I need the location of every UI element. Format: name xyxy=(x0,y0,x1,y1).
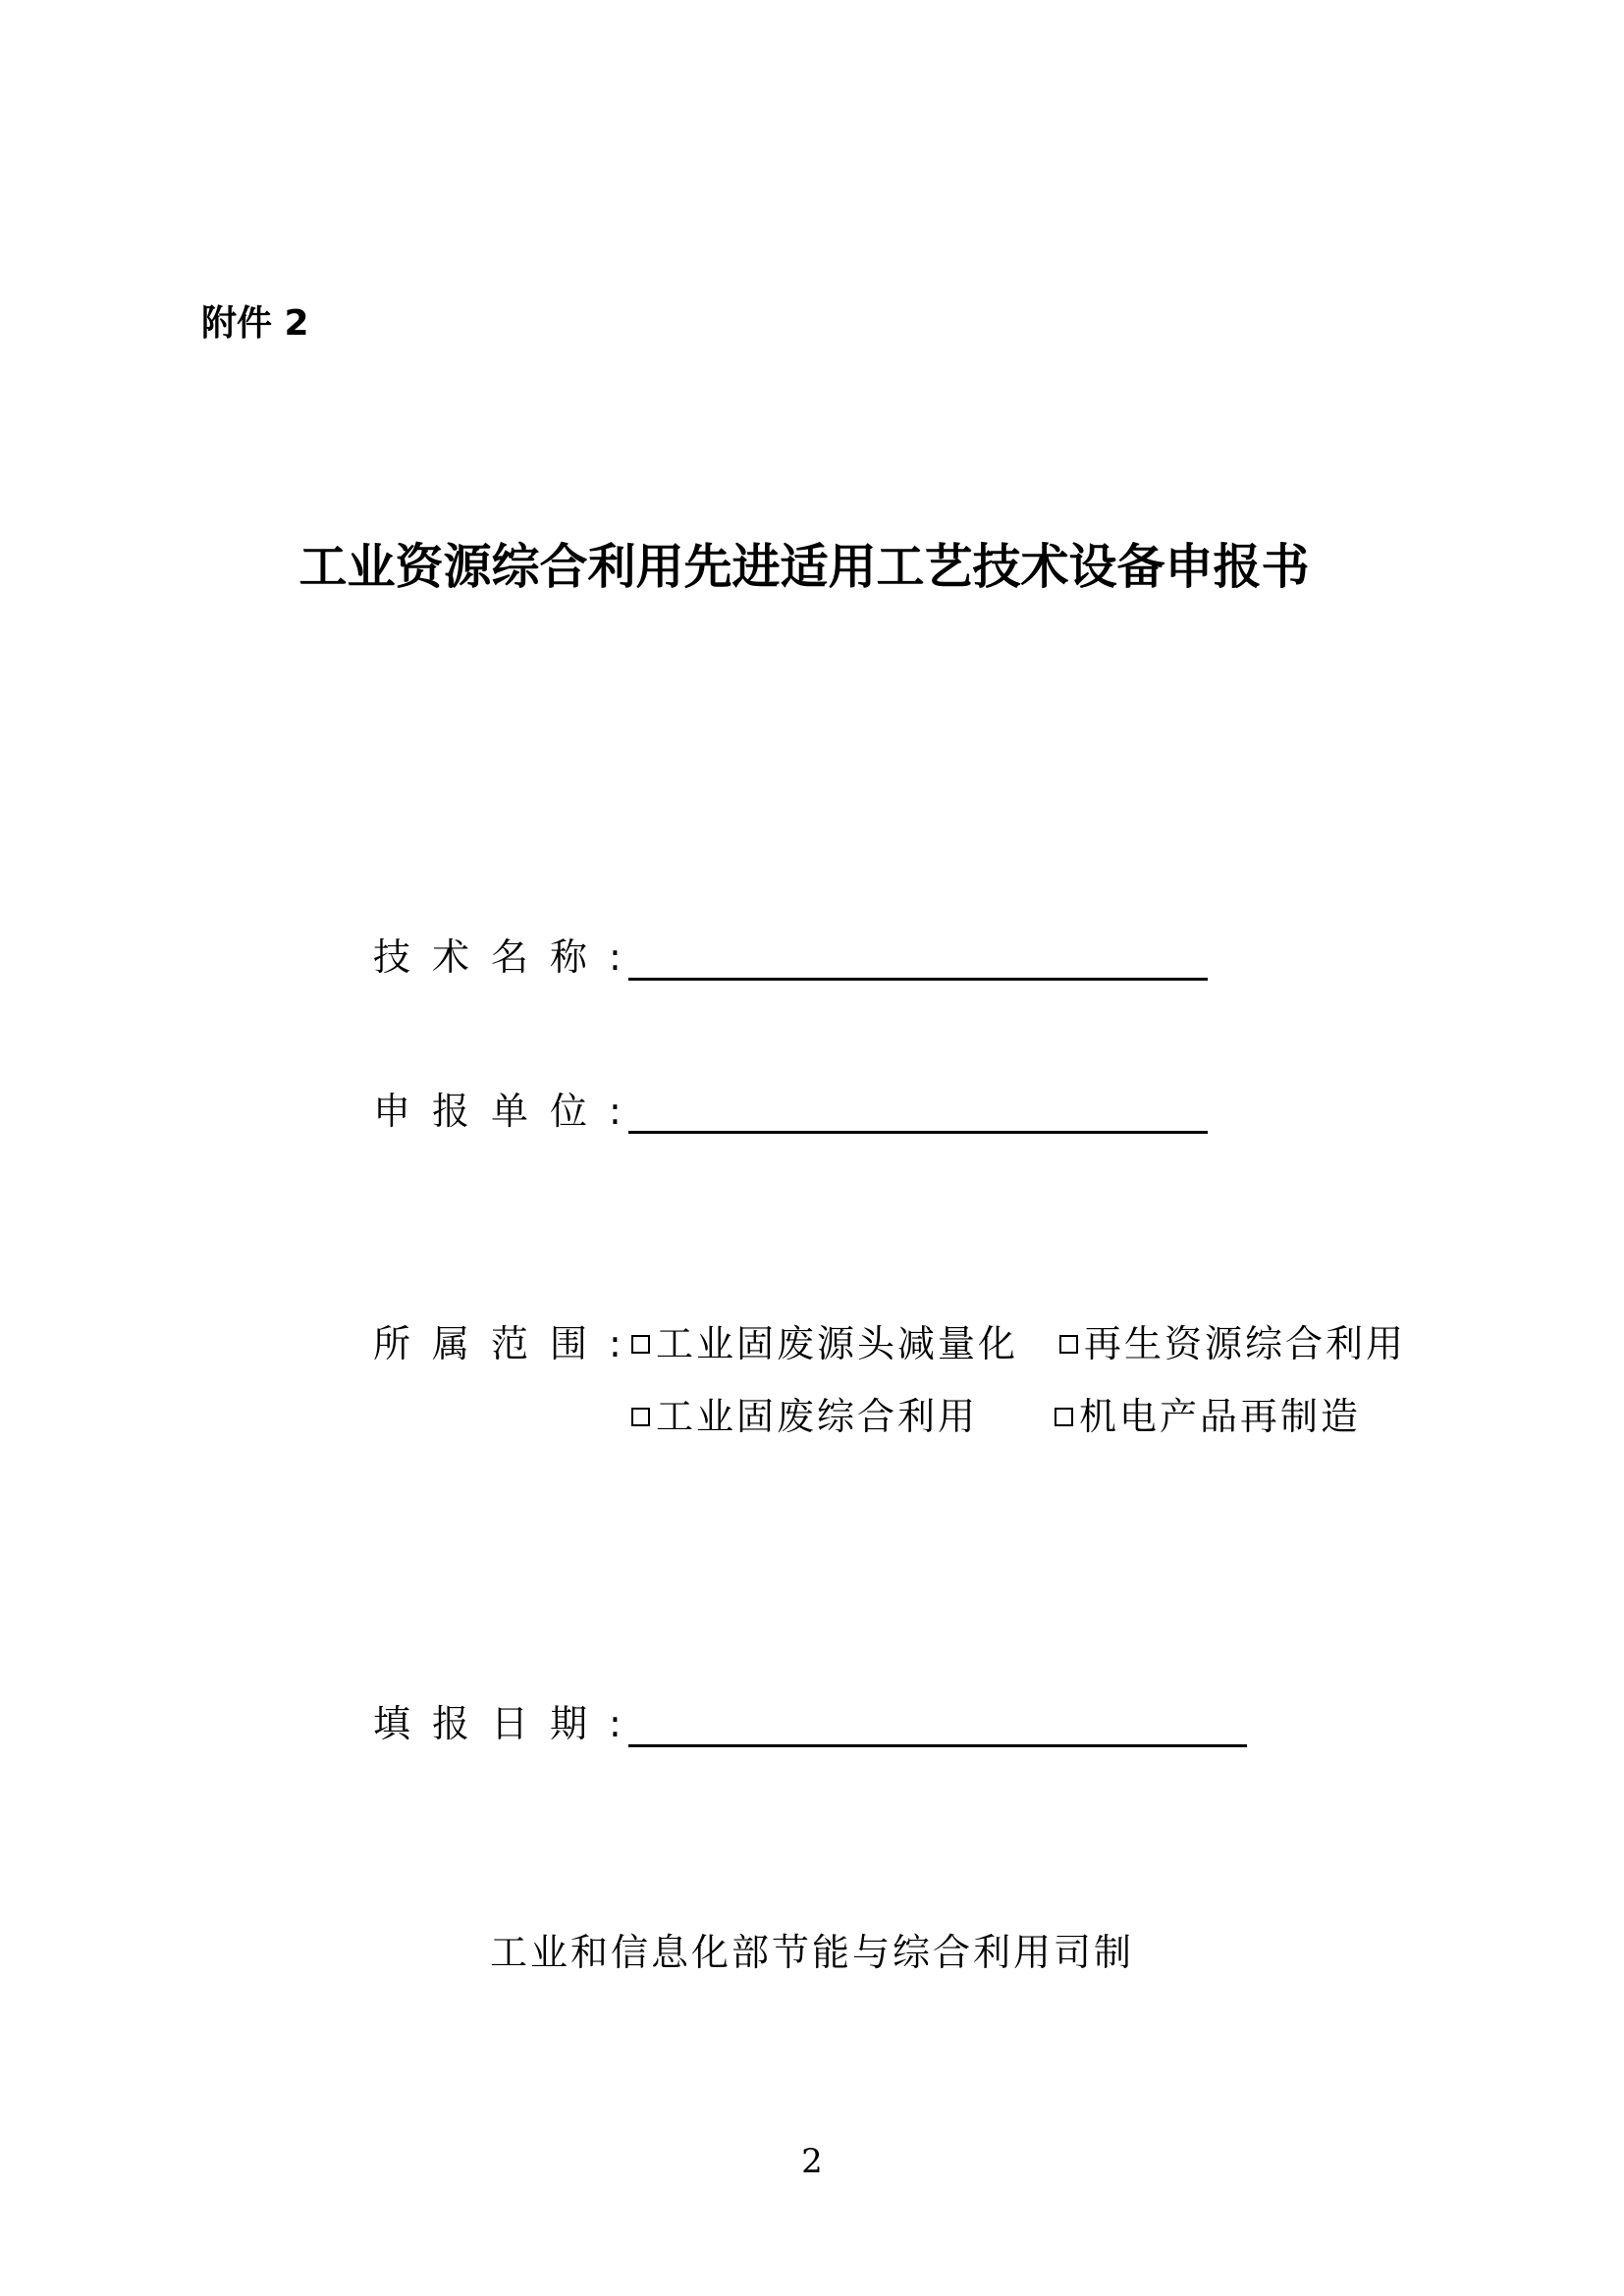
scope-option-row-2b xyxy=(1055,1395,1362,1438)
document-title-text: 工业资源综合利用先进适用工艺技术设备申报书 xyxy=(298,538,1310,595)
scope-colon: : xyxy=(609,1322,622,1365)
scope-option-renewable-resources[interactable] xyxy=(1059,1322,1407,1365)
attachment-label: 附件 2 xyxy=(201,303,309,344)
fill-date-row xyxy=(373,1702,622,1745)
scope-option-label: 工业固废综合利用 xyxy=(656,1395,979,1438)
scope-row xyxy=(373,1322,622,1365)
fill-date-field[interactable] xyxy=(628,1744,1247,1747)
scope-option-row-1 xyxy=(631,1322,1019,1365)
applicant-row xyxy=(373,1090,622,1133)
checkbox-icon[interactable] xyxy=(631,1335,650,1354)
scope-option-row-1b xyxy=(1059,1322,1407,1365)
document-title xyxy=(0,538,1624,595)
fill-date-label xyxy=(373,1702,622,1745)
checkbox-icon[interactable] xyxy=(1055,1408,1073,1426)
scope-option-label: 再生资源综合利用 xyxy=(1084,1322,1407,1365)
scope-option-row-2 xyxy=(631,1395,979,1438)
fill-date-colon: : xyxy=(609,1702,622,1745)
scope-option-source-reduction[interactable] xyxy=(631,1322,1019,1365)
checkbox-icon[interactable] xyxy=(631,1408,650,1426)
tech-name-row xyxy=(373,935,622,979)
scope-label-text: 所属范围 xyxy=(373,1322,610,1365)
checkbox-icon[interactable] xyxy=(1059,1335,1078,1354)
applicant-field[interactable] xyxy=(628,1131,1208,1134)
tech-name-label xyxy=(373,935,622,979)
scope-option-label: 机电产品再制造 xyxy=(1079,1395,1362,1438)
fill-date-label-text: 填报日期 xyxy=(373,1702,610,1745)
applicant-label xyxy=(373,1090,622,1133)
tech-name-field[interactable] xyxy=(628,978,1208,981)
scope-option-solid-waste-utilization[interactable] xyxy=(631,1395,979,1438)
scope-option-label: 工业固废源头减量化 xyxy=(656,1322,1019,1365)
scope-label xyxy=(373,1322,622,1365)
scope-option-remanufacturing[interactable] xyxy=(1055,1395,1362,1438)
tech-name-label-text: 技术名称 xyxy=(373,935,610,979)
issuer-text: 工业和信息化部节能与综合利用司制 xyxy=(489,1931,1134,1974)
applicant-label-text: 申报单位 xyxy=(373,1090,610,1133)
applicant-colon: : xyxy=(609,1090,622,1133)
tech-name-colon: : xyxy=(609,935,622,979)
page-number: 2 xyxy=(801,2142,823,2181)
